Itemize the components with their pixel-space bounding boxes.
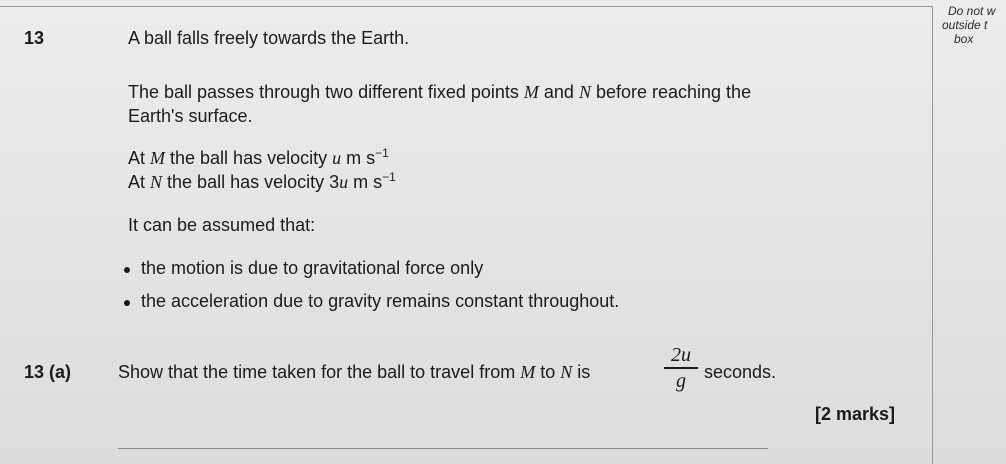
margin-line-1: Do not w (948, 4, 996, 18)
answer-line (118, 448, 768, 449)
fraction-numerator: 2u (671, 344, 691, 366)
margin-line-2: outside t (942, 18, 988, 32)
velocity-at-n: At N the ball has velocity 3u m $s^{-1}$ (128, 170, 396, 192)
fraction-2u-over-g (664, 344, 698, 392)
fraction-denominator: g (676, 369, 686, 392)
question-intro: A ball falls freely towards the Earth. (128, 28, 410, 48)
paragraph-line-1: The ball passes through two different fixed points M and N before reaching the (128, 82, 752, 102)
point-m: M (523, 82, 539, 102)
point-n: N (578, 82, 591, 102)
margin-line-3: box (954, 32, 974, 46)
bullet-marker (124, 300, 130, 306)
part-label: 13 (a) (24, 362, 72, 382)
assumptions-heading: It can be assumed that: (128, 215, 316, 235)
question-number: 13 (24, 28, 45, 48)
fraction-bar (664, 367, 698, 369)
velocity-at-m: At M the ball has velocity u m $s^{-1}$ (128, 146, 389, 168)
part-a-seconds: seconds. (704, 362, 777, 382)
paragraph-line-2: Earth's surface. (128, 106, 253, 126)
part-a-text: Show that the time taken for the ball to travel from M to N is (118, 362, 591, 382)
bullet-item-1: the motion is due to gravitational force only (141, 258, 484, 278)
margin-note (938, 4, 1006, 46)
bullet-item-2: the acceleration due to gravity remains constant throughout. (141, 291, 620, 311)
top-border (0, 6, 932, 7)
marks-label: [2 marks] (815, 404, 896, 424)
margin-border (932, 6, 933, 464)
bullet-marker (124, 267, 130, 273)
